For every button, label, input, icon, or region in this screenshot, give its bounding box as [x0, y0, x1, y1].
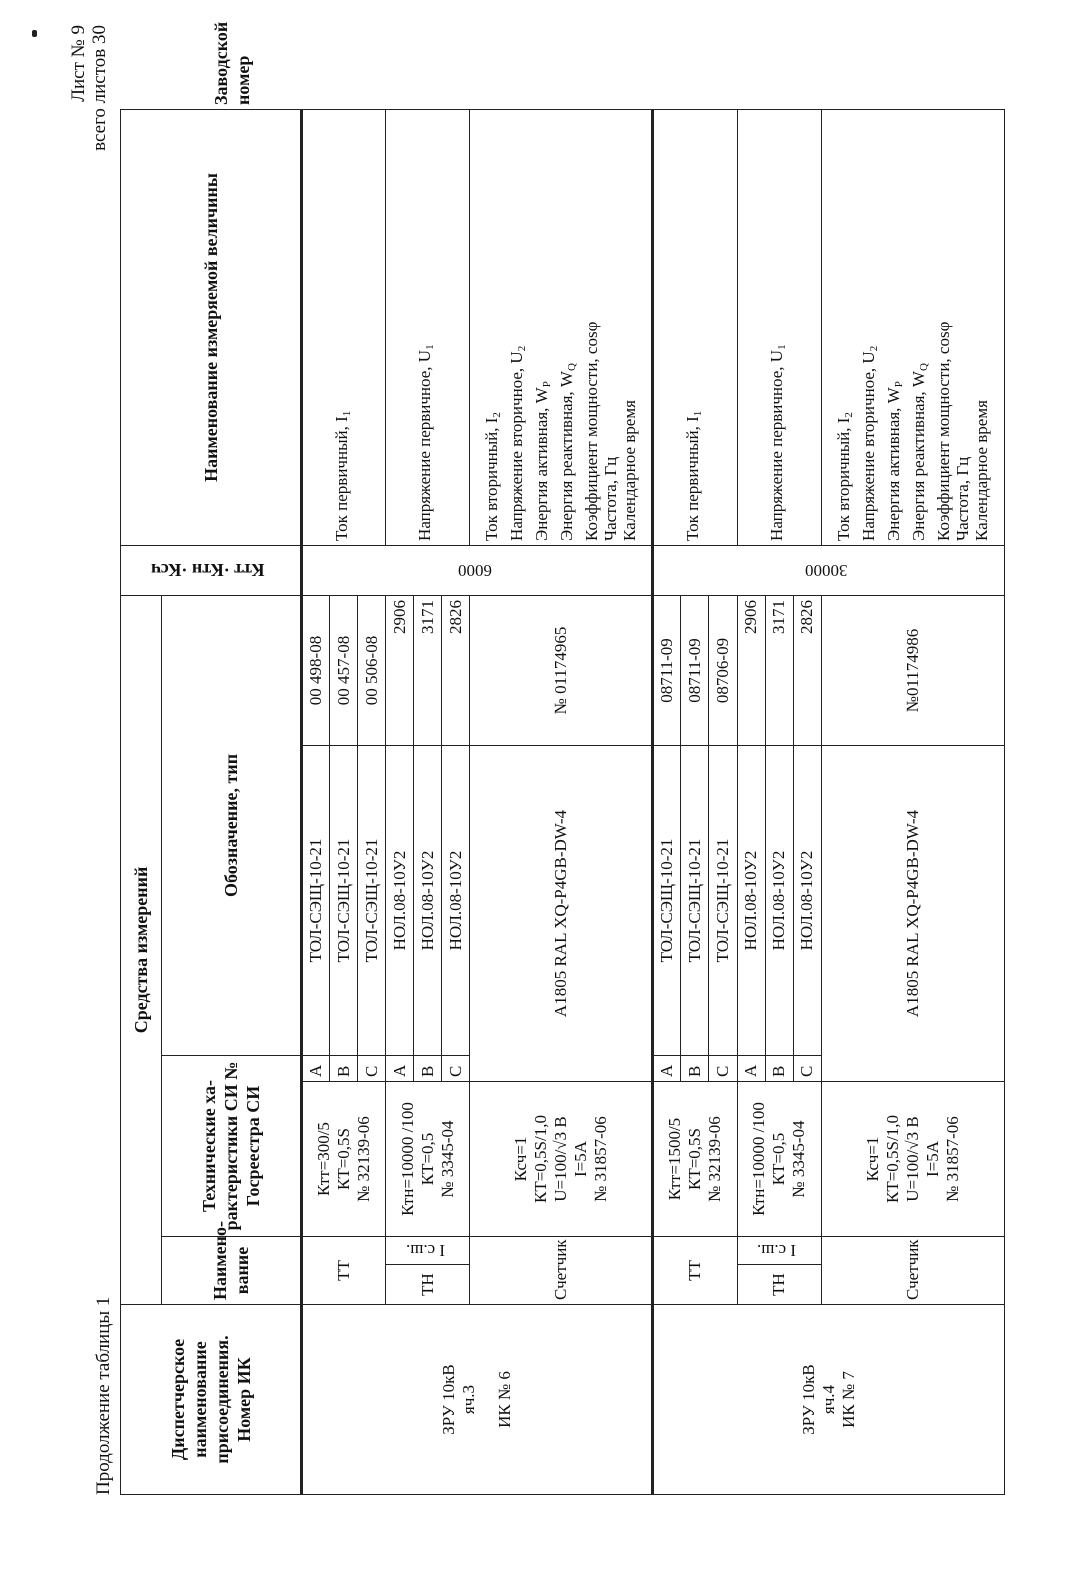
measured-item: Энергия активная, $W_P$: [884, 381, 906, 541]
instrument-type: ТОЛ-СЭЩ-10-21: [358, 746, 386, 1056]
busbar-section: I с.ш.: [386, 1237, 470, 1265]
instrument-type: ТОЛ-СЭЩ-10-21: [653, 746, 681, 1056]
serial-number: №01174986: [821, 595, 1004, 745]
measured-item: Энергия реактивная, $W_Q$: [557, 363, 579, 541]
instrument-type: НОЛ.08-10У2: [414, 746, 442, 1056]
instrument-type: НОЛ.08-10У2: [737, 746, 765, 1056]
instrument-type: НОЛ.08-10У2: [793, 746, 821, 1056]
instrument-type: ТОЛ-СЭЩ-10-21: [330, 746, 358, 1056]
rotated-page: [68, 21, 1092, 1495]
tech-characteristics: [821, 1082, 1004, 1237]
instrument-type: ТОЛ-СЭЩ-10-21: [302, 746, 330, 1056]
instrument-name: ТТ: [653, 1237, 737, 1305]
measured-item: Ток вторичный, $I_2$: [834, 412, 856, 541]
instrument-name: Счетчик: [470, 1237, 653, 1305]
tech-characteristics: [653, 1082, 737, 1237]
measurement-table: Диспетчерское наименование присоединения. Номер ИК Средства измерений Ктт ·Ктн ·Ксч Наименование измеряемой величины Наимено-вание Технические ха-рактеристики СИ № Госреестра СИ Обозначение, тип Заводской номер ЗРУ 10кВ яч.3 ИК № 6 ТТ Ктт=300/5 КТ=0,5S № 32139-06 А ТОЛ-СЭЩ-10-21 00 498-08 6000 Ток первичный, $I_1$ В ТОЛ-СЭЩ-10-21 00 457-08 С ТОЛ-СЭЩ-10-21 00 506-08 ТН I с.ш. Ктн=10000 /100 КТ=0,5 № 3345-04 А НОЛ.08-10У2 2906 Напряжение первичное, $U_1$ В НОЛ.08-10У2 3171 С НОЛ.08-10У2 2826 Счетчик Ксч=1 КТ=0,5S/1,0 U=100/√3 В I=5А № 31857-06 A1805 RAL XQ-P4GB-DW-4 № 01174965 Ток вторичный, $I_2$ Напряжение вторичное, $U_2$ Энергия активная, $W_P$ Энергия реактивная, $W_Q$ Коэффициент мощности, cosφ Частота, Гц Календарное время ЗРУ 10кВ яч.4 ИК № 7 ТТ Ктт=1500/5 КТ=0,5S № 32139-06 А ТОЛ-СЭЩ-10-21 08711-09 30000 Ток первичный, $I_1$ В ТОЛ-СЭЩ-10-21 08711-09 С ТОЛ-СЭЩ-10-21 08706-09 ТН I с.ш. Ктн=10000 /100 КТ=0,5 № 3345-04 А НОЛ.08-10У2 2906 Напряжение первичное, $U_1$ В НОЛ.08-10У2 3171 С НОЛ.08-10У2 2826 Счетчик Ксч=1 КТ=0,5S/1,0 U=100/√3 В I=5А № 31857-06 A1805 RAL XQ-P4GB-DW-4 №01174986 Ток вторичный, $I_2$ Напряжение вторичное, $U_2$ Энергия активная, $W_P$ Энергия реактивная, $W_Q$ Коэффициент мощности, cosφ Частота, Гц Календарное время: [120, 109, 1005, 1495]
measured-item: Энергия активная, $W_P$: [532, 381, 554, 541]
dispatch-line: яч.4: [819, 1384, 839, 1415]
serial-number: 3171: [765, 595, 793, 745]
serial-number: 2826: [442, 595, 470, 745]
coef-cell: [302, 545, 653, 595]
tech-line: КТ=0,5: [769, 1132, 789, 1186]
tech-line: КТ=0,5S: [334, 1128, 354, 1191]
coef-cell: [653, 545, 1005, 595]
tech-line: № 31857-06: [590, 1116, 610, 1202]
phase-label: С: [358, 1056, 386, 1082]
tech-characteristics: [470, 1082, 653, 1237]
phase-label: В: [681, 1056, 709, 1082]
tech-line: КТ=0,5S: [685, 1128, 705, 1191]
sheet-line-1: Лист № 9: [68, 25, 89, 102]
tech-line: I=5А: [922, 1140, 942, 1178]
dispatch-line: яч.3: [459, 1384, 479, 1415]
serial-number: № 01174965: [470, 595, 653, 745]
tech-line: Ксч=1: [862, 1136, 882, 1182]
header-group: Средства измерений: [121, 595, 162, 1304]
header-coef: [121, 545, 302, 595]
measured-value: Ток первичный, $I_1$: [302, 109, 386, 545]
dispatch-line: ЗРУ 10кВ: [439, 1364, 459, 1435]
measured-item: Календарное время: [972, 400, 992, 541]
tech-characteristics: [737, 1082, 821, 1237]
phase-label: В: [330, 1056, 358, 1082]
tech-line: № 3345-04: [789, 1120, 809, 1198]
phase-label: В: [765, 1056, 793, 1082]
serial-number: 00 506-08: [358, 595, 386, 745]
measured-list: [821, 109, 1004, 545]
phase-label: С: [709, 1056, 737, 1082]
measured-item: Напряжение вторичное, $U_2$: [859, 345, 881, 541]
tech-line: U=100/√3 В: [550, 1116, 570, 1202]
dispatch-line: ЗРУ 10кВ: [799, 1364, 819, 1435]
tech-line: КТ=0,5: [417, 1132, 437, 1186]
tech-line: I=5А: [570, 1140, 590, 1178]
tech-characteristics: [302, 1082, 386, 1237]
instrument-name: ТН: [386, 1265, 470, 1305]
measured-item: Коэффициент мощности, cosφ: [934, 321, 954, 541]
measured-value: Напряжение первичное, $U_1$: [386, 109, 470, 545]
serial-number: 00 498-08: [302, 595, 330, 745]
header-dispatch: Диспетчерское наименование присоединения. Номер ИК: [121, 1305, 302, 1495]
measured-list: [470, 109, 653, 545]
measured-value: Ток первичный, $I_1$: [653, 109, 737, 545]
instrument-type: A1805 RAL XQ-P4GB-DW-4: [470, 746, 653, 1082]
measured-item: Ток вторичный, $I_2$: [482, 412, 504, 541]
dispatch-line: ИК № 7: [839, 1371, 859, 1428]
subscript: 1: [340, 410, 353, 417]
serial-number: 3171: [414, 595, 442, 745]
tech-line: Ксч=1: [510, 1136, 530, 1182]
phase-label: А: [386, 1056, 414, 1082]
instrument-type: НОЛ.08-10У2: [765, 746, 793, 1056]
phase-label: А: [737, 1056, 765, 1082]
header-name: Наимено-вание: [161, 1237, 301, 1305]
dispatch-cell: [302, 1305, 653, 1495]
tech-characteristics: [386, 1082, 470, 1237]
tech-line: КТ=0,5S/1,0: [882, 1115, 902, 1203]
measured-item: Коэффициент мощности, cosφ: [582, 321, 602, 541]
phase-label: А: [302, 1056, 330, 1082]
phase-label: В: [414, 1056, 442, 1082]
tech-line: Ктт=300/5: [314, 1122, 334, 1196]
phase-label: С: [442, 1056, 470, 1082]
busbar-section: I с.ш.: [737, 1237, 821, 1265]
measured-item: Напряжение вторичное, $U_2$: [507, 345, 529, 541]
sheet-line-2: всего листов 30: [89, 25, 110, 151]
measured-item: Частота, Гц: [953, 456, 973, 541]
instrument-type: ТОЛ-СЭЩ-10-21: [681, 746, 709, 1056]
coef-value: 6000: [457, 561, 492, 581]
tech-line: Ктн=10000 /100: [749, 1102, 769, 1216]
serial-number: 2826: [793, 595, 821, 745]
serial-number: 08706-09: [709, 595, 737, 745]
tech-line: Ктн=10000 /100: [397, 1102, 417, 1216]
phase-label: А: [653, 1056, 681, 1082]
instrument-type: A1805 RAL XQ-P4GB-DW-4: [821, 746, 1004, 1082]
scan-mark: [32, 30, 37, 37]
header-coef-text: Ктт ·Ктн ·Ксч: [151, 560, 265, 581]
tech-line: U=100/√3 В: [902, 1116, 922, 1202]
tech-line: № 32139-06: [354, 1116, 374, 1202]
header-type: Обозначение, тип: [161, 595, 301, 1055]
instrument-name: ТТ: [302, 1237, 386, 1305]
serial-number: 08711-09: [653, 595, 681, 745]
serial-number: 2906: [386, 595, 414, 745]
table-caption: Продолжение таблицы 1: [93, 1296, 114, 1495]
dispatch-cell: [653, 1305, 1005, 1495]
subscript: 1: [691, 410, 704, 417]
instrument-name: ТН: [737, 1265, 821, 1305]
dispatch-line: ИК № 6: [495, 1371, 515, 1428]
header-tech: Технические ха-рактеристики СИ № Госреестра СИ: [161, 1056, 301, 1237]
coef-value: 30000: [805, 561, 848, 581]
tech-line: КТ=0,5S/1,0: [530, 1115, 550, 1203]
subscript: 1: [424, 344, 437, 350]
measured-item: Календарное время: [620, 400, 640, 541]
instrument-type: НОЛ.08-10У2: [442, 746, 470, 1056]
tech-line: Ктт=1500/5: [665, 1117, 685, 1201]
header-measured: Наименование измеряемой величины: [121, 109, 302, 545]
tech-line: № 3345-04: [437, 1120, 457, 1198]
serial-number: 2906: [737, 595, 765, 745]
measured-item: Энергия реактивная, $W_Q$: [909, 363, 931, 541]
instrument-type: ТОЛ-СЭЩ-10-21: [709, 746, 737, 1056]
serial-number: 08711-09: [681, 595, 709, 745]
phase-label: С: [793, 1056, 821, 1082]
measured-value: Напряжение первичное, $U_1$: [737, 109, 821, 545]
instrument-name: Счетчик: [821, 1237, 1004, 1305]
tech-line: № 32139-06: [705, 1116, 725, 1202]
serial-number: 00 457-08: [330, 595, 358, 745]
subscript: 1: [775, 344, 788, 350]
measured-item: Частота, Гц: [601, 456, 621, 541]
sheet-number: [68, 25, 110, 151]
instrument-type: НОЛ.08-10У2: [386, 746, 414, 1056]
tech-line: № 31857-06: [942, 1116, 962, 1202]
